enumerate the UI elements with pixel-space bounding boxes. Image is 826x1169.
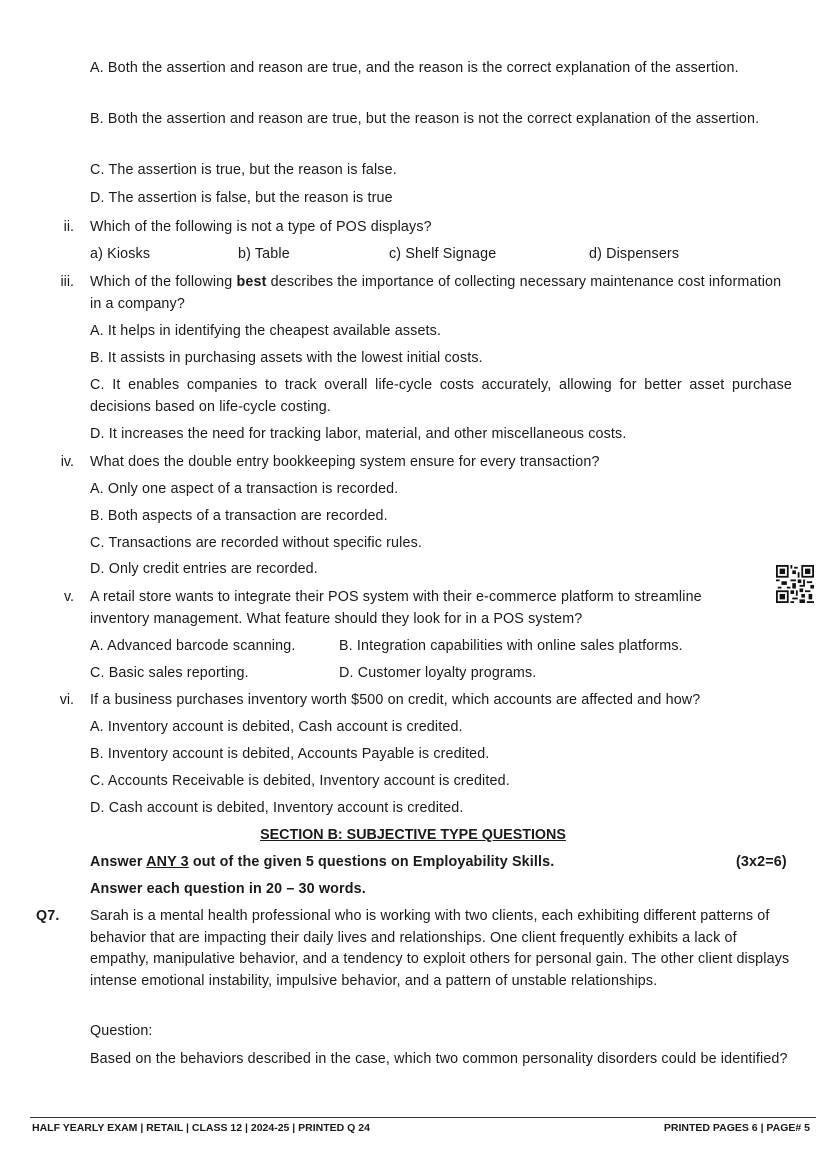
question-number-vi: vi. xyxy=(59,692,74,708)
option-iii-a: A. It helps in identifying the cheapest available assets. xyxy=(90,323,442,339)
section-b-heading: SECTION B: SUBJECTIVE TYPE QUESTIONS xyxy=(260,827,566,843)
option-ii-a: a) Kiosks xyxy=(90,246,151,262)
instruction-post: out of the given 5 questions on Employability Skills. xyxy=(188,854,555,870)
footer-right: PRINTED PAGES 6 | PAGE# 5 xyxy=(663,1122,810,1134)
footer-left: HALF YEARLY EXAM | RETAIL | CLASS 12 | 2024-25 | PRINTED Q 24 xyxy=(32,1122,370,1134)
option-vi-a: A. Inventory account is debited, Cash account is credited. xyxy=(90,719,463,735)
q7-question-text: Based on the behaviors described in the case, which two common personality disorders could be identified? xyxy=(90,1051,788,1067)
instruction-any: ANY 3 xyxy=(146,854,189,870)
question-number-iv: iv. xyxy=(60,454,74,470)
option-v-b: B. Integration capabilities with online sales platforms. xyxy=(339,638,683,654)
option-i-c: C. The assertion is true, but the reason is false. xyxy=(90,162,397,178)
question-iii-bold: best xyxy=(236,274,267,290)
footer-divider xyxy=(30,1117,816,1118)
option-iv-c: C. Transactions are recorded without specific rules. xyxy=(90,535,423,551)
option-iii-d: D. It increases the need for tracking labor, material, and other miscellaneous costs. xyxy=(90,426,627,442)
option-v-c: C. Basic sales reporting. xyxy=(90,665,249,681)
option-vi-b: B. Inventory account is debited, Accounts Payable is credited. xyxy=(90,746,490,762)
option-iv-b: B. Both aspects of a transaction are recorded. xyxy=(90,508,388,524)
instruction-pre: Answer xyxy=(90,854,147,870)
section-b-instruction-2: Answer each question in 20 – 30 words. xyxy=(90,881,366,897)
option-ii-d: d) Dispensers xyxy=(589,246,680,262)
option-vi-c: C. Accounts Receivable is debited, Inventory account is credited. xyxy=(90,773,510,789)
question-iii-text xyxy=(90,272,795,315)
question-iii-pre: Which of the following xyxy=(90,274,237,290)
option-vi-d: D. Cash account is debited, Inventory account is credited. xyxy=(90,800,464,816)
question-iv-text: What does the double entry bookkeeping system ensure for every transaction? xyxy=(90,454,600,470)
section-b-instruction-1 xyxy=(90,852,554,874)
question-ii-text: Which of the following is not a type of POS displays? xyxy=(90,219,432,235)
option-i-d: D. The assertion is false, but the reason is true xyxy=(90,190,393,206)
question-v-text: A retail store wants to integrate their POS system with their e-commerce platform to streamline inventory management. What feature should they look for in a POS system? xyxy=(90,589,702,627)
option-i-b: B. Both the assertion and reason are true, but the reason is not the correct explanation of the assertion. xyxy=(90,111,760,127)
option-iii-b: B. It assists in purchasing assets with the lowest initial costs. xyxy=(90,350,483,366)
option-iv-a: A. Only one aspect of a transaction is recorded. xyxy=(90,481,399,497)
question-vi-text: If a business purchases inventory worth $500 on credit, which accounts are affected and how? xyxy=(90,692,701,708)
question-iii-post: describes the importance of collecting necessary maintenance cost information in a company? xyxy=(90,274,782,312)
question-number-iii: iii. xyxy=(60,274,74,290)
question-number-ii: ii. xyxy=(63,219,74,235)
qr-code-icon xyxy=(776,565,814,603)
option-v-d: D. Customer loyalty programs. xyxy=(339,665,537,681)
option-iii-c: C. It enables companies to track overall life-cycle costs accurately, allowing for better asset purchase decisions based on life-cycle costing. xyxy=(90,377,792,415)
question-number-v: v. xyxy=(63,589,74,605)
question-number-q7: Q7. xyxy=(36,908,60,924)
q7-case-text: Sarah is a mental health professional who is working with two clients, each exhibiting different patterns of behavior that are impacting their daily lives and relationships. One client frequently exhibits a lack of empathy, manipulative behavior, and a tendency to exploit others for personal gain. The other client displays intense emotional instability, impulsive behavior, and a pattern of unstable relationships. xyxy=(90,908,790,989)
option-ii-c: c) Shelf Signage xyxy=(389,246,497,262)
option-iv-d: D. Only credit entries are recorded. xyxy=(90,561,318,577)
q7-question-label: Question: xyxy=(90,1023,153,1039)
section-b-marks: (3x2=6) xyxy=(736,854,787,870)
option-i-a: A. Both the assertion and reason are true, and the reason is the correct explanation of the assertion. xyxy=(90,60,739,76)
option-v-a: A. Advanced barcode scanning. xyxy=(90,638,296,654)
option-ii-b: b) Table xyxy=(238,246,290,262)
